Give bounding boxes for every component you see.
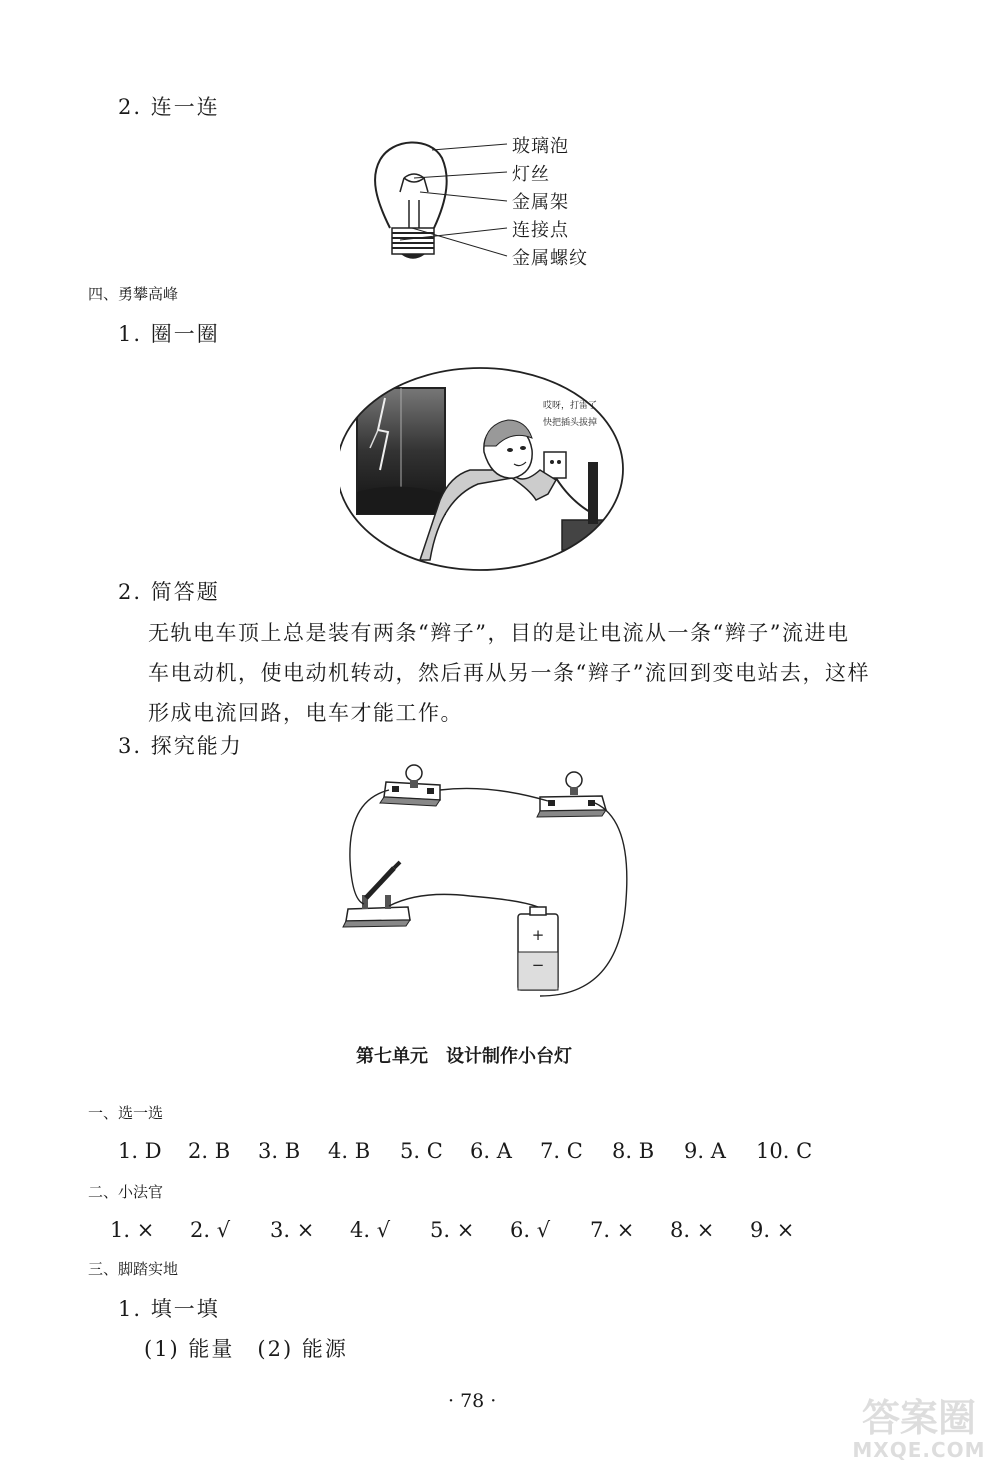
battery-plus-label: + [531,926,545,944]
choice-answer: 4. B [328,1139,371,1163]
choice-answer: 10. C [756,1139,813,1163]
short-answer-line-3: 形成电流回路，电车才能工作。 [148,701,463,725]
unit7-section-1-title: 一、选一选 [88,1104,164,1122]
unit-7-title: 第七单元 设计制作小台灯 [356,1046,572,1067]
thunderstorm-unplug-illustration [340,362,640,576]
bulb-label-contact: 连接点 [512,220,569,241]
judge-answers-row [110,1218,830,1242]
section-4-title: 四、勇攀高峰 [88,285,179,303]
judge-answer: 5. × [430,1218,475,1242]
watermark-line2: MXQE.COM [852,1438,986,1462]
choice-answers-row [118,1139,826,1163]
speech-bubble-line1: 哎呀，打雷了 [542,401,598,411]
short-answer-line-1: 无轨电车顶上总是装有两条“辫子”，目的是让电流从一条“辫子”流进电 [148,621,850,645]
speech-bubble-line2: 快把插头拔掉 [542,418,598,428]
judge-answer: 2. √ [190,1218,231,1242]
unit7-section-2-title: 二、小法官 [88,1183,164,1201]
bulb-label-thread: 金属螺纹 [512,248,588,269]
choice-answer: 8. B [612,1139,655,1163]
judge-answer: 8. × [670,1218,715,1242]
battery-minus-label: − [531,956,545,974]
choice-answer: 1. D [118,1139,162,1163]
bulb-label-frame: 金属架 [512,192,569,213]
bulb-label-filament: 灯丝 [512,164,550,185]
choice-answer: 3. B [258,1139,301,1163]
judge-answer: 4. √ [350,1218,391,1242]
judge-answer: 7. × [590,1218,635,1242]
short-answer-title: 2. 简答题 [118,580,220,604]
short-answer-line-2: 车电动机，使电动机转动，然后再从另一条“辫子”流回到变电站去，这样 [148,661,870,685]
page-number: · 78 · [448,1390,497,1412]
bulb-label-glass: 玻璃泡 [512,136,569,157]
explore-title: 3. 探究能力 [118,734,243,758]
choice-answer: 6. A [470,1139,512,1163]
judge-answer: 1. × [110,1218,155,1242]
light-bulb-diagram [368,132,520,266]
circle-question-title: 1. 圈一圈 [118,322,220,346]
judge-answer: 3. × [270,1218,315,1242]
judge-answer: 6. √ [510,1218,551,1242]
watermark-logo [844,1398,994,1474]
unit7-section-3-title: 三、脚踏实地 [88,1260,179,1278]
choice-answer: 9. A [684,1139,726,1163]
watermark-line1: 答案圈 [861,1396,976,1440]
choice-answer: 2. B [188,1139,231,1163]
choice-answer: 7. C [540,1139,583,1163]
series-circuit-diagram [336,760,632,1000]
choice-answer: 5. C [400,1139,443,1163]
judge-answer: 9. × [750,1218,795,1242]
fill-in-title: 1. 填一填 [118,1297,220,1321]
fill-in-answer: (1) 能量 (2) 能源 [144,1337,348,1361]
question-2-title: 2. 连一连 [118,95,220,119]
